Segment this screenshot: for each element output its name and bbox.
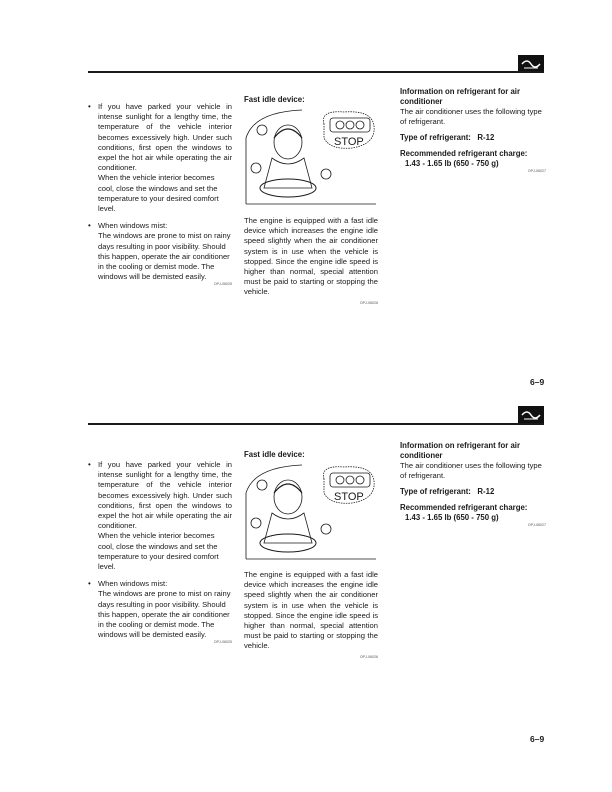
fast-idle-heading: Fast idle device: (244, 95, 305, 104)
bullet-mark: • (88, 579, 91, 589)
right-column (400, 441, 546, 528)
charge-label: Recommended refrigerant charge: (400, 503, 528, 513)
figure-code-left: OPJ-06025 (213, 640, 232, 645)
bullet2-title: When windows mist: (98, 221, 168, 231)
figure-code-left: OPJ-06025 (213, 282, 232, 287)
page-number: 6–9 (530, 377, 545, 387)
stop-text: STOP (334, 136, 364, 148)
bullet1-text: If you have parked your vehicle in intense sunlight for a lengthy time, the temperature of the vehicle interior becomes excessively high. Under such conditions, first open the windows to expel the hot air while operating the air conditioner. (98, 460, 232, 531)
bullet-mark: • (88, 460, 91, 469)
bullet-mark: • (88, 221, 91, 231)
charge-value: 1.43 - 1.65 lb (650 - 750 g) (405, 159, 499, 169)
refrigerant-body: The air conditioner uses the following type of refrigerant. (400, 461, 542, 481)
left-column (88, 102, 232, 287)
bullet-mark: • (88, 102, 91, 111)
charge-value: 1.43 - 1.65 lb (650 - 750 g) (405, 513, 499, 523)
refrigerant-type (400, 133, 546, 143)
left-column (88, 460, 232, 645)
middle-column (244, 216, 378, 306)
stop-text: STOP (334, 491, 364, 503)
bullet1-continued: When the vehicle interior becomes cool, close the windows and set the temperature to your desired comfort level. (98, 531, 219, 572)
refrigerant-type-label: Type of refrigerant: (400, 133, 471, 143)
refrigerant-type (400, 487, 546, 497)
charge-label: Recommended refrigerant charge: (400, 149, 528, 159)
fast-idle-body: The engine is equipped with a fast idle device which increases the engine idle speed slightly when the air conditioner system is in use when the vehicle is stopped. Since the engine idle speed is higher than normal, special attention must be paid to starting or stopping the vehicle. (244, 216, 378, 297)
fast-idle-heading: Fast idle device: (244, 450, 305, 459)
fast-idle-body: The engine is equipped with a fast idle device which increases the engine idle speed slightly when the air conditioner system is in use when the vehicle is stopped. Since the engine idle speed is higher than normal, special attention must be paid to starting or stopping the vehicle. (244, 570, 378, 651)
driver-illustration (244, 108, 378, 208)
bullet2-body: The windows are prone to mist on rainy days resulting in poor visibility. Should this happen, operate the air conditioner in the cooling or demist mode. The windows will be demisted easily. (98, 589, 231, 640)
refrigerant-type-label: Type of refrigerant: (400, 487, 471, 497)
figure-code-right: OPJ-06027 (527, 169, 546, 174)
bullet2-title: When windows mist: (98, 579, 168, 589)
header-rule (88, 423, 544, 425)
middle-column (244, 570, 378, 660)
bullet2-body: The windows are prone to mist on rainy days resulting in poor visibility. Should this happen, operate the air conditioner in the cooling or demist mode. The windows will be demisted easily. (98, 231, 231, 282)
figure-code-right: OPJ-06027 (527, 523, 546, 528)
page-bottom (0, 386, 612, 782)
bullet1-text: If you have parked your vehicle in intense sunlight for a lengthy time, the temperature of the vehicle interior becomes excessively high. Under such conditions, first open the windows to expel the hot air while operating the air conditioner. (98, 102, 232, 173)
air-conditioner-icon (518, 55, 544, 72)
figure-code-mid: OPJ-06026 (359, 300, 378, 305)
page-number: 6–9 (530, 734, 545, 744)
header-rule (88, 71, 544, 73)
air-conditioner-icon (518, 406, 544, 423)
refrigerant-type-value: R-12 (477, 133, 495, 143)
driver-illustration (244, 463, 378, 563)
refrigerant-body: The air conditioner uses the following type of refrigerant. (400, 107, 542, 127)
refrigerant-type-value: R-12 (477, 487, 495, 497)
right-column (400, 87, 546, 174)
refrigerant-heading: Information on refrigerant for air conditioner (400, 87, 520, 106)
figure-code-mid: OPJ-06026 (359, 654, 378, 659)
refrigerant-heading: Information on refrigerant for air conditioner (400, 441, 520, 460)
bullet1-continued: When the vehicle interior becomes cool, close the windows and set the temperature to your desired comfort level. (98, 173, 219, 214)
